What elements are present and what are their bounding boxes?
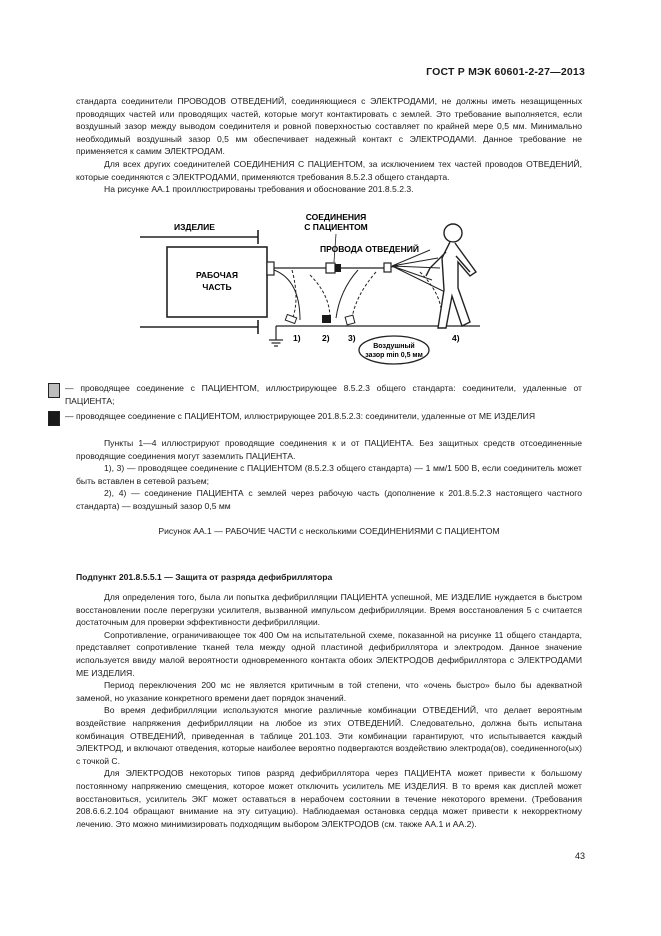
applied-part-label: РАБОЧАЯ [195,270,239,280]
body-paragraph: Сопротивление, ограничивающее ток 400 Ом на испытательной схеме, показанной на рисунке 11 общего стандарта, представляет сопротивление тканей тела между одной пластиной дефибриллятора и электродом. Данное значение используется ввиду малой вероятности одновременного контакта обоих ЭЛЕКТРОДОВ дефибриллятора с ЭЛЕКТРОДАМИ МЕ ИЗДЕЛИЯ. [76,629,582,678]
solid-trajectory [336,270,358,318]
figure-caption: Рисунок АА.1 — РАБОЧИЕ ЧАСТИ с несколькими СОЕДИНЕНИЯМИ С ПАЦИЕНТОМ [158,526,500,536]
note-paragraph: 1), 3) — проводящее соединение с ПАЦИЕНТОМ (8.5.2.3 общего стандарта) — 1 мм/1 500 В, если соединитель может быть вставлен в сетевой разъем; [76,463,582,486]
marker-3: 3) [348,333,356,343]
marker-4: 4) [452,333,460,343]
intro-paragraph: Для всех других соединителей СОЕДИНЕНИЯ С ПАЦИЕНТОМ, за исключением тех частей проводов ОТВЕДЕНИЙ, которые соединяются с ЭЛЕКТРОДАМИ, применяются требования 8.5.2.3 общего стандарта. [76,158,582,182]
air-gap-ellipse [359,336,429,364]
air-gap-label: Воздушный [373,343,415,350]
intro-paragraph: стандарта соединители ПРОВОДОВ ОТВЕДЕНИЙ, соединяющиеся с ЭЛЕКТРОДАМИ, не должны иметь незащищенных проводящих частей или проводящих частей, которые могут контактировать с землей. Это требование выполняется, если воздушный зазор между выводом соединителя и ровной поверхностью составляет по крайней мере 0,5 мм. Минимально необходимый воздушный зазор 0,5 мм обеспечивает надежный контакт с ЭЛЕКТРОДАМИ. Данное требование не применяется к самим ЭЛЕКТРОДАМ. [76,96,582,157]
inline-connector-dark [335,264,341,272]
fallen-connector-2 [322,315,331,323]
intro-paragraph: На рисунке АА.1 проиллюстрированы требования и обоснование 201.8.5.2.3. [104,184,414,195]
legend-swatch-gray [48,383,60,398]
marker-1: 1) [293,333,301,343]
lead-wires-label: ПРОВОДА ОТВЕДЕНИЙ [320,244,419,254]
marker-2: 2) [322,333,330,343]
page-number: 43 [574,851,585,861]
dashed-trajectory [352,272,376,318]
standard-header: ГОСТ Р МЭК 60601-2-27—2013 [426,66,585,78]
applied-part-label: ЧАСТЬ [202,282,232,292]
inline-connector-patient [384,263,391,272]
inline-connector [326,263,335,273]
patient-figure [426,224,476,328]
solid-trajectory [274,270,300,320]
legend-item-gray [48,382,582,407]
body-paragraph: Период переключения 200 мс не является критичным в той степени, что «очень быстро» было бы адекватной заменой, но указание конкретного времени дает порядок значений. [76,680,582,703]
dashed-trajectory [292,270,296,320]
note-paragraph: 2), 4) — соединение ПАЦИЕНТА с землей через рабочую часть (дополнение к 201.8.5.2.3 настоящего частного стандарта) — воздушный зазор 0,5 мм [76,488,582,511]
fallen-connector-1 [285,314,296,323]
box-connector [267,262,274,275]
notes-text [76,437,582,513]
connections-label: С ПАЦИЕНТОМ [304,222,368,232]
fallen-connector-3 [345,315,355,325]
lead-fan [392,250,445,292]
intro-text [76,95,582,196]
legend-swatch-black [48,411,60,426]
legend-item-black [48,410,582,423]
legend-text: — проводящее соединение с ПАЦИЕНТОМ, иллюстрирующее 8.5.2.3 общего стандарта: соединители, удаленные от ПАЦИЕНТА; [65,383,582,406]
dashed-trajectory [310,275,330,318]
air-gap-label: зазор min 0,5 мм [365,352,423,359]
body-paragraph: Для определения того, была ли попытка дефибрилляции ПАЦИЕНТА успешной, МЕ ИЗДЕЛИЕ нуждается в быстром восстановлении после перегрузки усилителя, вызванной импульсом дефибрилляции. Время восстановления 5 с считается достаточным для проверки эффективности дефибрилляции. [76,592,582,628]
legend-text: — проводящее соединение с ПАЦИЕНТОМ, иллюстрирующее 201.8.5.2.3: соединители, удаленные от МЕ ИЗДЕЛИЯ [65,411,536,421]
device-label: ИЗДЕЛИЕ [174,222,215,232]
subsection-title: Подпункт 201.8.5.5.1 — Защита от разряда дефибриллятора [76,572,333,582]
body-text [76,591,582,830]
figure-aa1-diagram [0,200,661,378]
body-paragraph: Во время дефибрилляции используются многие различные комбинации ОТВЕДЕНИЙ, что делает вероятным воздействие напряжения дефибрилляции на любое из этих ОТВЕДЕНИЙ. Следовательно, должна быть испытана комбинация ОТВЕДЕНИЙ, приведенная в таблице 201.103. Эти комбинации гарантируют, что испытывается каждый ЭЛЕКТРОД, и включают отведения, которые наиболее вероятно подвергаются воздействию электрода(ов), соединенного(ых) с точкой С. [76,705,582,766]
body-paragraph: Для ЭЛЕКТРОДОВ некоторых типов разряд дефибриллятора через ПАЦИЕНТА может привести к большому постоянному напряжению смещения, которое может отключить усилитель МЕ ИЗДЕЛИЯ. В то время как дисплей может восстановиться, усилитель ЭКГ может оставаться в нерабочем состоянии в течение некоторого времени. (Требования 208.6.6.2.104 обращают внимание на эту ситуацию). Наблюдаемая остановка сердца может привести к некорректному лечению. Это можно минимизировать подходящим выбором ЭЛЕКТРОДОВ (см. также АА.1 и АА.2). [76,768,582,829]
connections-label: СОЕДИНЕНИЯ [305,212,367,222]
note-paragraph: Пункты 1—4 иллюстрируют проводящие соединения к и от ПАЦИЕНТА. Без защитных средств отсоединенные проводящие соединения могут заземлить ПАЦИЕНТА. [76,438,582,461]
